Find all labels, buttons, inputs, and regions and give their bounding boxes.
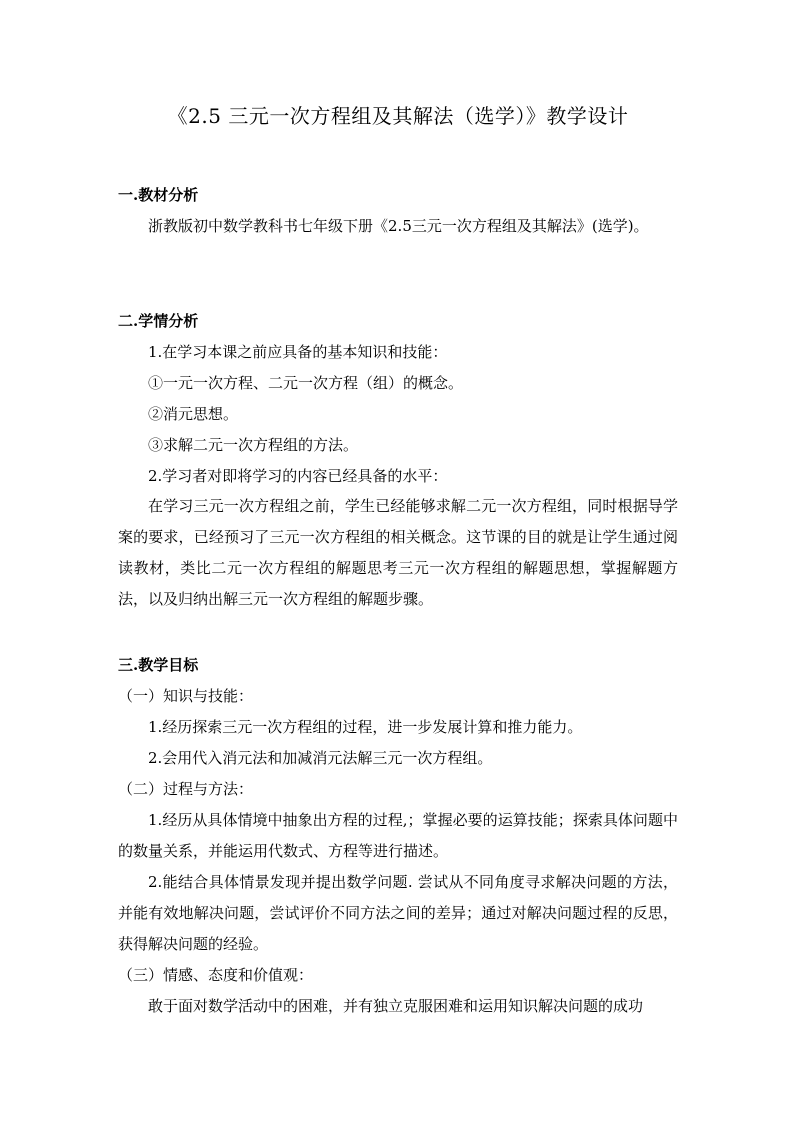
objectives-subheading-process: （二）过程与方法：: [118, 780, 254, 798]
objectives-knowledge-item-2: 2.会用代入消元法和加减消元法解三元一次方程组。: [148, 749, 493, 767]
section-heading-textbook-analysis: 一.教材分析: [118, 186, 199, 204]
objectives-subheading-attitude: （三）情感、态度和价值观：: [118, 966, 314, 984]
learner-analysis-item-1c: ③求解二元一次方程组的方法。: [148, 436, 359, 454]
objectives-knowledge-item-1: 1.经历探索三元一次方程组的过程，进一步发展计算和推力能力。: [148, 718, 583, 736]
section-heading-learner-analysis: 二.学情分析: [118, 312, 199, 330]
objectives-attitude-paragraph: 敢于面对数学活动中的困难，并有独立克服困难和运用知识解决问题的成功: [148, 997, 644, 1015]
learner-analysis-item-1: 1.在学习本课之前应具备的基本知识和技能：: [148, 343, 448, 361]
objectives-subheading-knowledge: （一）知识与技能：: [118, 687, 254, 705]
objectives-process-paragraph-1: 1.经历从具体情境中抽象出方程的过程,；掌握必要的运算技能；探索具体问题中的数量关系，并能运用代数式、方程等进行描述。: [118, 811, 678, 860]
document-title: 《2.5 三元一次方程组及其解法（选学）》教学设计: [167, 104, 629, 128]
learner-analysis-item-2: 2.学习者对即将学习的内容已经具备的水平：: [148, 467, 448, 485]
textbook-analysis-paragraph: 浙教版初中数学教科书七年级下册《2.5三元一次方程组及其解法》(选学)。: [148, 217, 649, 235]
section-heading-teaching-objectives: 三.教学目标: [118, 656, 199, 674]
learner-analysis-paragraph: 在学习三元一次方程组之前，学生已经能够求解二元一次方程组，同时根据导学案的要求，已经预习了三元一次方程组的相关概念。这节课的目的就是让学生通过阅读教材，类比二元一次方程组的解题思考三元一次方程组的解题思想，掌握解题方法，以及归纳出解三元一次方程组的解题步骤。: [118, 497, 678, 608]
learner-analysis-item-1a: ①一元一次方程、二元一次方程（组）的概念。: [148, 374, 464, 392]
objectives-process-paragraph-2: 2.能结合具体情景发现并提出数学问题. 尝试从不同角度寻求解决问题的方法，并能有效地解决问题，尝试评价不同方法之间的差异；通过对解决问题过程的反思，获得解决问题的经验。: [118, 873, 678, 953]
learner-analysis-item-1b: ②消元思想。: [148, 405, 239, 423]
